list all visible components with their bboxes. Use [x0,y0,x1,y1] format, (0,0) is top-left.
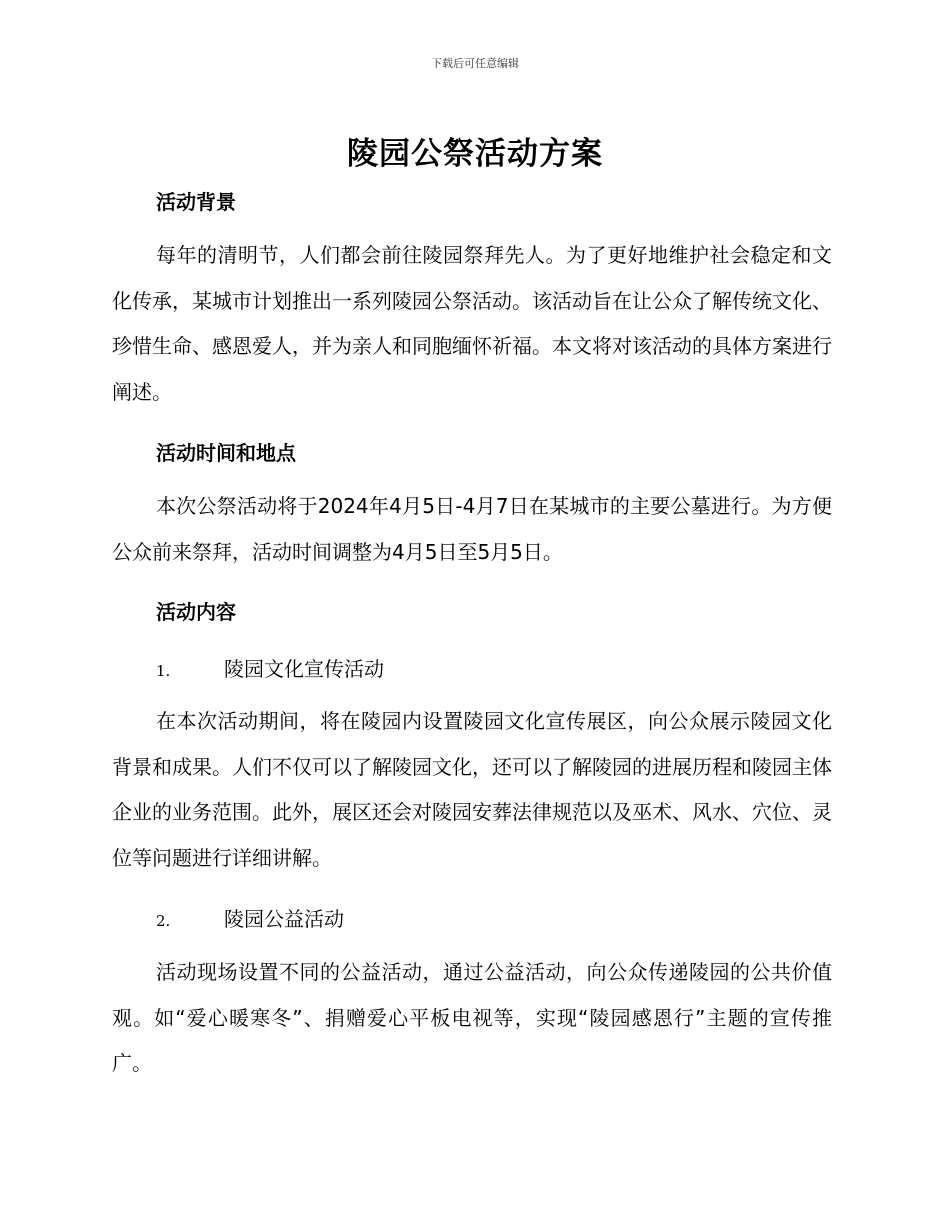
paragraph-background: 每年的清明节，人们都会前往陵园祭拜先人。为了更好地维护社会稳定和文化传承，某城市计划推出一系列陵园公祭活动。该活动旨在让公众了解传统文化、珍惜生命、感恩爱人，并为亲人和同胞缅怀祈福。本文将对该活动的具体方案进行阐述。 [112,243,832,404]
list-item-2 [156,903,344,932]
list-item-number: 2. [156,912,171,930]
paragraph-time-place: 本次公祭活动将于2024年4月5日-4月7日在某城市的主要公墓进行。为方便公众前来祭拜，活动时间调整为4月5日至5月5日。 [112,494,832,564]
paragraph-item-2: 活动现场设置不同的公益活动，通过公益活动，向公众传递陵园的公共价值观。如“爱心暖寒冬”、捐赠爱心平板电视等，实现“陵园感恩行”主题的宣传推广。 [112,960,832,1075]
paragraph-item-1: 在本次活动期间，将在陵园内设置陵园文化宣传展区，向公众展示陵园文化背景和成果。人们不仅可以了解陵园文化，还可以了解陵园的进展历程和陵园主体企业的业务范围。此外，展区还会对陵园安葬法律规范以及巫术、风水、穴位、灵位等问题进行详细讲解。 [112,709,832,870]
list-item-title: 陵园文化宣传活动 [224,657,384,681]
section-heading-background: 活动背景 [156,190,236,214]
document-title: 陵园公祭活动方案 [347,136,603,172]
section-heading-time-place: 活动时间和地点 [156,441,296,465]
list-item-number: 1. [156,662,171,680]
section-heading-content: 活动内容 [156,600,236,624]
page-header-note: 下载后可任意编辑 [431,57,519,70]
list-item-title: 陵园公益活动 [224,907,344,931]
list-item-1 [156,653,384,682]
